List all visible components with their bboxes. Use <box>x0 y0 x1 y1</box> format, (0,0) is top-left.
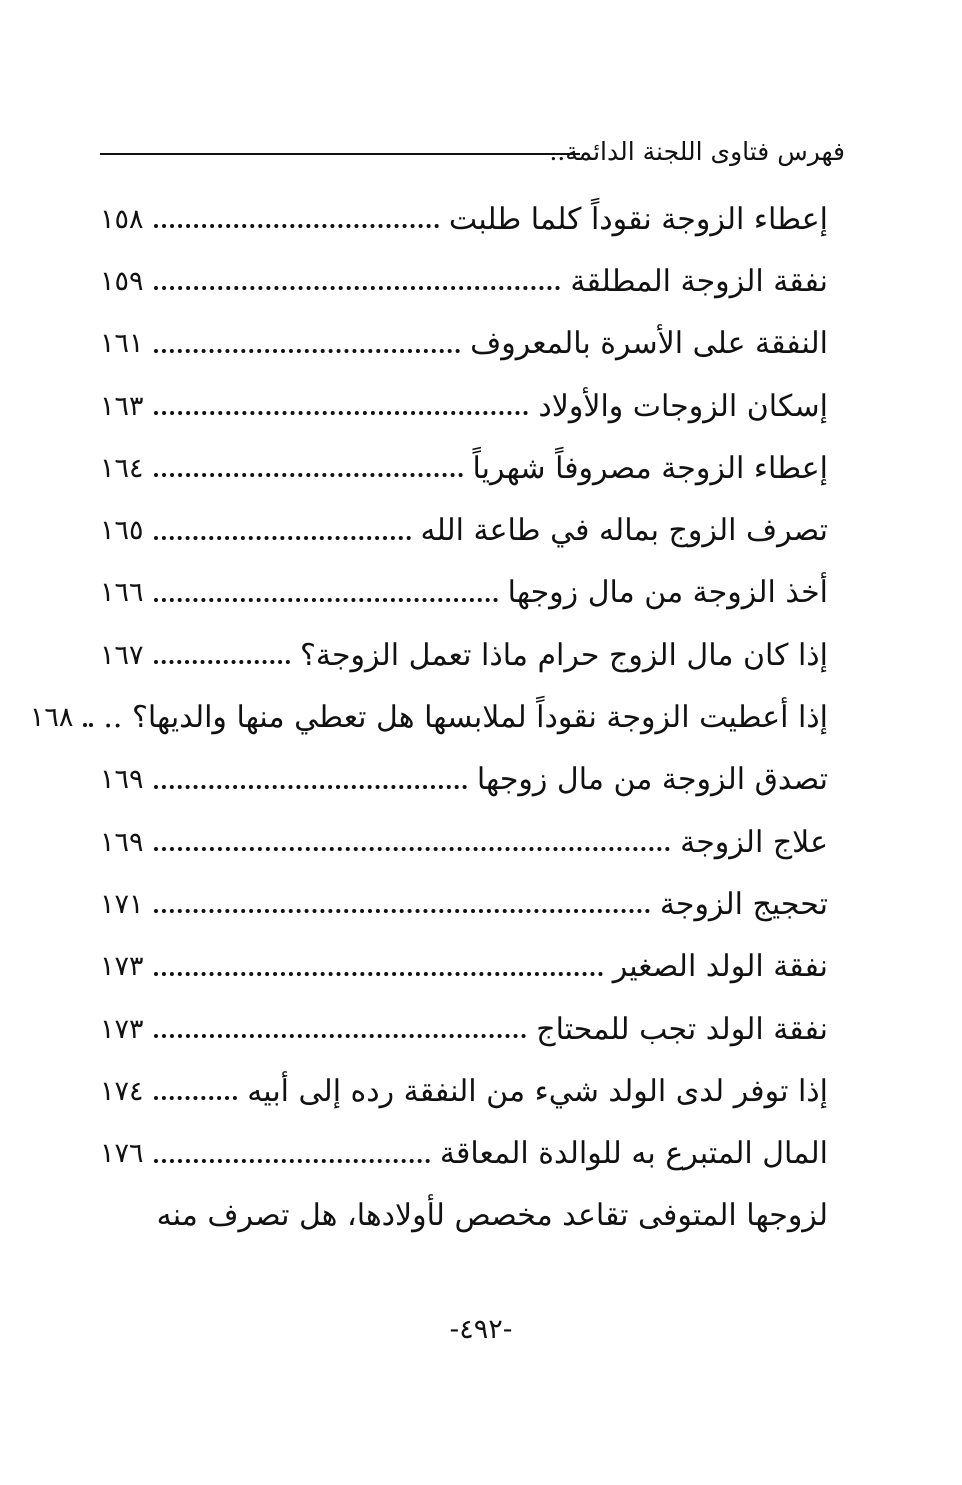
toc-entry-title: نفقة الولد تجب للمحتاج <box>536 1011 828 1047</box>
dot-leader <box>154 660 290 664</box>
dot-leader <box>154 909 650 913</box>
toc-entry-title: أخذ الزوجة من مال زوجها <box>507 575 828 611</box>
dot-leader <box>154 1096 238 1100</box>
toc-entry <box>29 686 828 748</box>
toc-entry-page: ١٥٩ <box>100 265 144 297</box>
toc-entry-page: ١٦٧ <box>100 639 144 671</box>
toc-entry-title: تصدق الزوجة من مال زوجها <box>476 762 828 798</box>
toc-entry <box>100 313 828 375</box>
toc-entry-title: نفقة الولد الصغير <box>612 949 828 985</box>
header-rule <box>100 153 580 155</box>
header-title: فهرس فتاوى اللجنة الدائمة.. <box>549 137 845 166</box>
dot-leader <box>154 1159 430 1163</box>
dot-leader <box>154 349 461 353</box>
toc-entry-page: ١٦٥ <box>100 515 144 547</box>
toc-entry-page: ١٦٤ <box>100 452 144 484</box>
toc-entry-title: علاج الزوجة <box>680 824 828 860</box>
dot-leader <box>154 286 561 290</box>
toc-entry-title: إسكان الزوجات والأولاد <box>538 388 828 424</box>
toc-entry-title: نفقة الزوجة المطلقة <box>570 263 828 299</box>
toc-entry <box>100 936 828 998</box>
dot-leader <box>154 598 498 602</box>
toc-entry-page: ١٦٦ <box>100 577 144 609</box>
dot-leader <box>83 723 93 727</box>
toc-entry-title: تحجيج الزوجة <box>659 886 828 922</box>
toc-entry <box>100 250 828 312</box>
dot-leader <box>154 473 463 477</box>
dot-leader <box>154 847 671 851</box>
dot-leader <box>154 785 467 789</box>
toc-entry-page: ١٥٨ <box>100 203 144 235</box>
dot-leader <box>154 536 411 540</box>
dot-leader <box>154 1034 527 1038</box>
toc-continuation-entry <box>100 1185 828 1247</box>
toc-entry <box>100 188 828 250</box>
toc-entry <box>100 1122 828 1184</box>
toc-entry-title: إذا كان مال الزوج حرام ماذا تعمل الزوجة؟ <box>300 637 828 673</box>
toc-entry-page: ١٧٣ <box>100 951 144 983</box>
toc-entry-page: ١٦٣ <box>100 390 144 422</box>
toc-entry-title: إذا أعطيت الزوجة نقوداً لملابسها هل تعطي منها والديها؟ .. <box>103 700 828 736</box>
toc-entry-page: ١٦٨ <box>29 702 74 734</box>
toc-entry <box>100 499 828 561</box>
toc-entry-title: إذا توفر لدى الولد شيء من النفقة رده إلى أبيه <box>247 1073 828 1109</box>
toc-entry-page: ١٦٩ <box>100 764 144 796</box>
toc-entry-title: إعطاء الزوجة نقوداً كلما طلبت <box>448 201 828 237</box>
dot-leader <box>154 411 529 415</box>
toc-entry <box>100 998 828 1060</box>
toc-entry <box>100 749 828 811</box>
toc-entry <box>100 624 828 686</box>
toc-entry-page: ١٦١ <box>100 328 144 360</box>
running-header <box>100 132 845 172</box>
toc-entry <box>100 873 828 935</box>
dot-leader <box>154 224 439 228</box>
toc-entry-title: النفقة على الأسرة بالمعروف <box>470 326 828 362</box>
toc-entry <box>100 437 828 499</box>
toc-entry-page: ١٦٩ <box>100 826 144 858</box>
toc-entry <box>100 811 828 873</box>
toc-entry-page: ١٧١ <box>100 888 144 920</box>
toc-entry-title: تصرف الزوج بماله في طاعة الله <box>420 513 828 549</box>
toc-entry-title: إعطاء الزوجة مصروفاً شهرياً <box>472 450 828 486</box>
dot-leader <box>154 972 603 976</box>
toc-entry <box>100 1060 828 1122</box>
toc-entry-page: ١٧٤ <box>100 1075 144 1107</box>
toc-entry-title: المال المتبرع به للوالدة المعاقة <box>439 1136 828 1172</box>
toc-entry-page: ١٧٣ <box>100 1013 144 1045</box>
toc-entry <box>100 562 828 624</box>
toc-entry-page: ١٧٦ <box>100 1138 144 1170</box>
toc-entry <box>100 375 828 437</box>
page-number: -٤٩٢- <box>449 1314 513 1345</box>
toc-entry-title: لزوجها المتوفى تقاعد مخصص لأولادها، هل تصرف منه <box>156 1198 828 1234</box>
toc-list <box>29 188 828 1247</box>
